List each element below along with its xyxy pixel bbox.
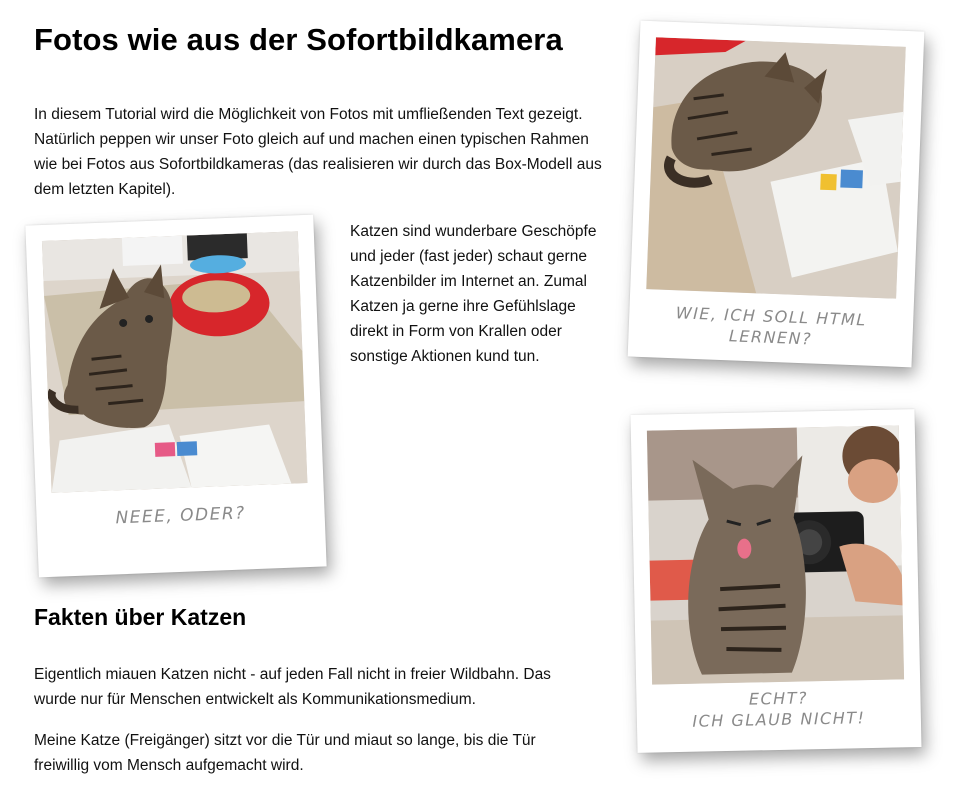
section-heading: Fakten über Katzen (34, 604, 247, 630)
kitten-photo-sniffing (646, 37, 905, 298)
caption-line: ICH GLAUB NICHT! (692, 708, 866, 731)
polaroid-photo-1 (25, 215, 326, 578)
fact-paragraph-1: Eigentlich miauen Katzen nicht - auf jeden Fall nicht in freier Wildbahn. Das wurde nur für Menschen entwickelt als Kommunikationsmedium. (34, 666, 551, 708)
polaroid-photo-2 (628, 21, 925, 368)
photo-caption (628, 300, 913, 353)
photo-caption (636, 685, 921, 733)
fact-paragraph-2: Meine Katze (Freigänger) sitzt vor die Tür und miaut so lange, bis die Tür freiwillig vom Mensch aufgemacht wird. (34, 732, 536, 774)
kitten-photo-tongue (647, 425, 904, 684)
caption-line: ECHT? (748, 688, 809, 709)
polaroid-photo-3 (630, 409, 921, 753)
page-title: Fotos wie aus der Sofortbildkamera (34, 22, 563, 57)
intro-paragraph: In diesem Tutorial wird die Möglichkeit von Fotos mit umfließenden Text gezeigt. Natürlich peppen wir unser Foto gleich auf und machen einen typischen Rahmen wie bei Fotos aus Sofortbildkameras (das realisieren wir durch das Box-Modell aus dem letzten Kapitel). (34, 106, 602, 198)
photo-caption: NEEE, ODER? (115, 503, 247, 529)
caption-line: LERNEN? (728, 326, 813, 349)
kitten-photo-sitting (42, 231, 307, 493)
caption-line: WIE, ICH SOLL HTML (675, 303, 868, 330)
side-paragraph: Katzen sind wunderbare Geschöpfe und jeder (fast jeder) schaut gerne Katzenbilder im Internet an. Zumal Katzen ja gerne ihre Gefühlslage direkt in Form von Krallen oder sonstige Aktionen kund tun. (350, 223, 597, 365)
